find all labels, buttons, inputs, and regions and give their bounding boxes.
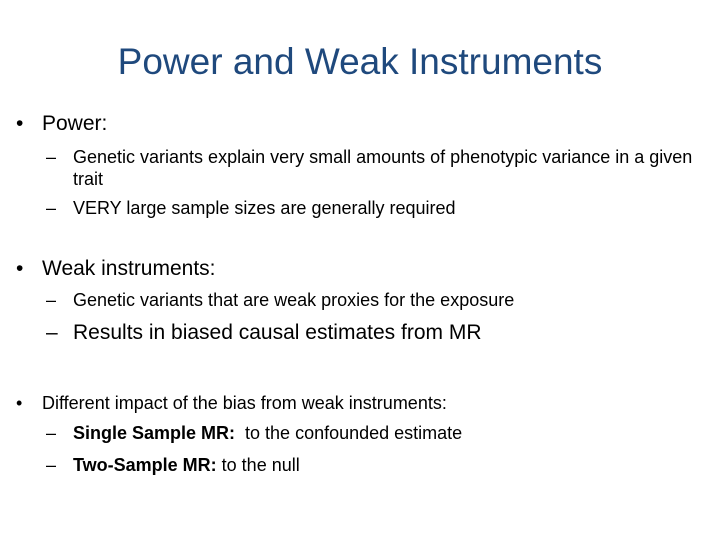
bold-term: Single Sample MR: xyxy=(73,423,236,443)
bullet-heading: Power: xyxy=(42,112,108,135)
bullet-heading: Weak instruments: xyxy=(42,257,216,280)
bullet-weak-instruments xyxy=(16,256,696,282)
dash-marker: – xyxy=(46,455,57,475)
sub-bullet-power-1 xyxy=(46,146,696,190)
dash-marker: – xyxy=(46,198,57,218)
dash-marker: – xyxy=(46,147,57,167)
term-description: to the null xyxy=(216,455,300,475)
slide-title: Power and Weak Instruments xyxy=(117,41,603,82)
sub-bullet-text: Results in biased causal estimates from MR xyxy=(73,321,482,344)
bullet-different-impact xyxy=(16,392,696,414)
term-description: to the confounded estimate xyxy=(235,423,463,443)
bullet-power xyxy=(16,111,696,137)
dash-marker: – xyxy=(46,290,57,310)
bullet-marker: • xyxy=(16,257,24,280)
dash-marker: – xyxy=(46,321,58,344)
sub-bullet-weak-1 xyxy=(46,289,696,311)
sub-bullet-weak-2 xyxy=(46,320,696,346)
bullet-marker: • xyxy=(16,393,23,413)
bullet-heading: Different impact of the bias from weak instruments: xyxy=(42,393,447,413)
bold-term: Two-Sample MR: xyxy=(73,455,217,475)
sub-bullet-power-2 xyxy=(46,197,696,219)
bullet-marker: • xyxy=(16,112,24,135)
sub-bullet-text: VERY large sample sizes are generally required xyxy=(73,198,456,218)
sub-bullet-text xyxy=(73,454,696,476)
dash-marker: – xyxy=(46,423,57,443)
sub-bullet-impact-2 xyxy=(46,454,696,476)
sub-bullet-text: Genetic variants explain very small amounts of phenotypic variance in a given trait xyxy=(73,147,693,189)
sub-bullet-text: Genetic variants that are weak proxies for the exposure xyxy=(73,290,515,310)
sub-bullet-text xyxy=(73,422,696,444)
sub-bullet-impact-1 xyxy=(46,422,696,444)
